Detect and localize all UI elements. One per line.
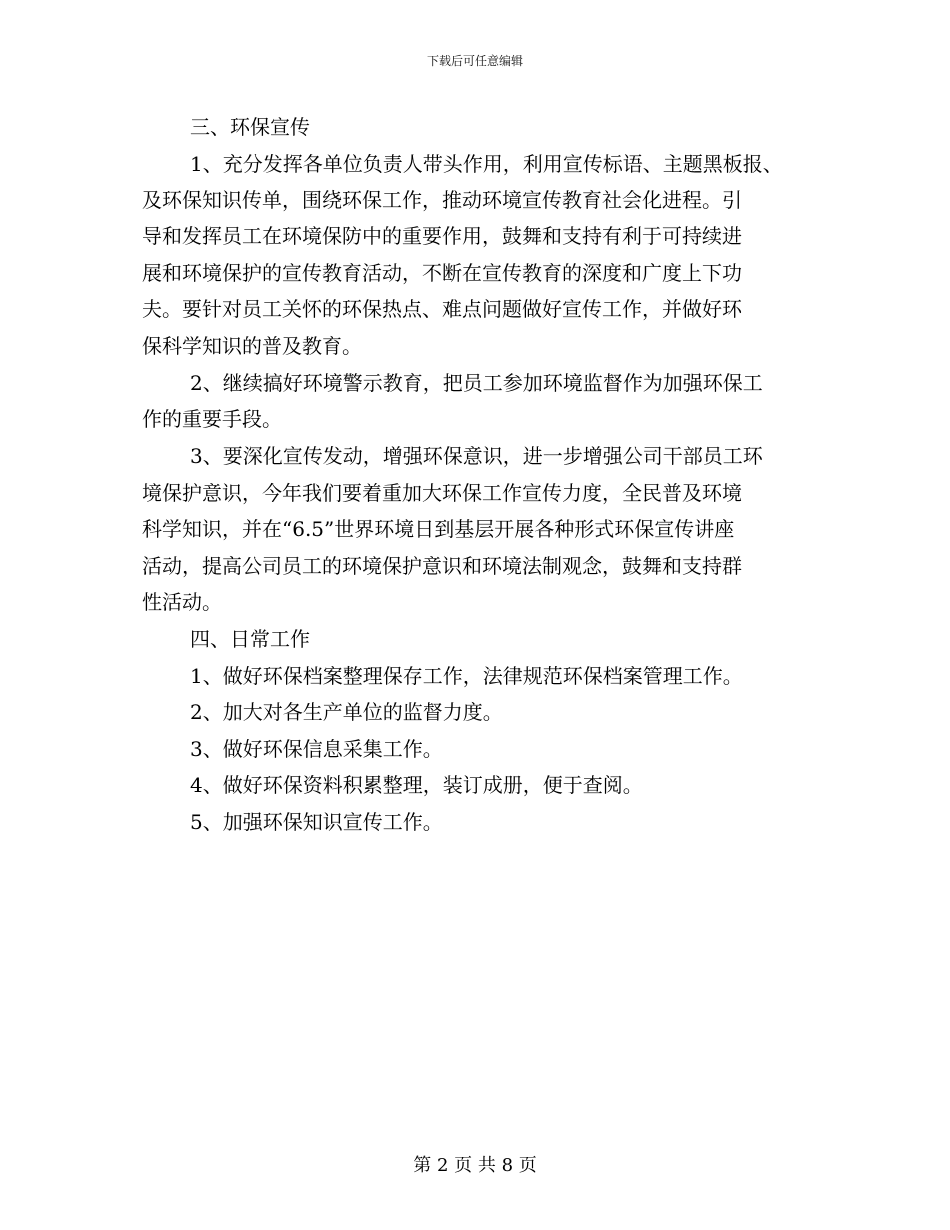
list-item: 5、加强环保知识宣传工作。 bbox=[190, 810, 443, 834]
paragraph-line: 1、充分发挥各单位负责人带头作用，利用宣传标语、主题黑板报、 bbox=[190, 152, 783, 176]
paragraph-line: 导和发挥员工在环境保防中的重要作用，鼓舞和支持有利于可持续进 bbox=[142, 224, 742, 248]
paragraph-line: 保科学知识的普及教育。 bbox=[142, 334, 362, 358]
paragraph-line: 夫。要针对员工关怀的环保热点、难点问题做好宣传工作，并做好环 bbox=[142, 297, 742, 321]
paragraph-line: 展和环境保护的宣传教育活动，不断在宣传教育的深度和广度上下功 bbox=[142, 261, 742, 285]
paragraph-line: 3、要深化宣传发动，增强环保意识，进一步增强公司干部员工环 bbox=[190, 444, 763, 468]
paragraph-line: 境保护意识，今年我们要着重加大环保工作宣传力度，全民普及环境 bbox=[142, 481, 742, 505]
paragraph-line: 活动，提高公司员工的环境保护意识和环境法制观念，鼓舞和支持群 bbox=[142, 554, 742, 578]
section-heading-daily-work: 四、日常工作 bbox=[190, 627, 310, 651]
list-item: 1、做好环保档案整理保存工作，法律规范环保档案管理工作。 bbox=[190, 664, 743, 688]
page-header-note: 下载后可任意编辑 bbox=[426, 54, 523, 68]
list-item: 2、加大对各生产单位的监督力度。 bbox=[190, 700, 503, 724]
paragraph-line: 科学知识，并在“6.5”世界环境日到基层开展各种形式环保宣传讲座 bbox=[142, 517, 735, 541]
paragraph-line: 2、继续搞好环境警示教育，把员工参加环境监督作为加强环保工 bbox=[190, 371, 763, 395]
list-item: 4、做好环保资料积累整理，装订成册，便于查阅。 bbox=[190, 773, 643, 797]
section-heading-publicity: 三、环保宣传 bbox=[190, 115, 310, 139]
paragraph-line: 及环保知识传单，围绕环保工作，推动环境宣传教育社会化进程。引 bbox=[142, 188, 742, 212]
paragraph-line: 性活动。 bbox=[142, 590, 222, 614]
page-number-footer: 第 2 页 共 8 页 bbox=[413, 1155, 537, 1176]
paragraph-line: 作的重要手段。 bbox=[142, 407, 282, 431]
list-item: 3、做好环保信息采集工作。 bbox=[190, 737, 443, 761]
